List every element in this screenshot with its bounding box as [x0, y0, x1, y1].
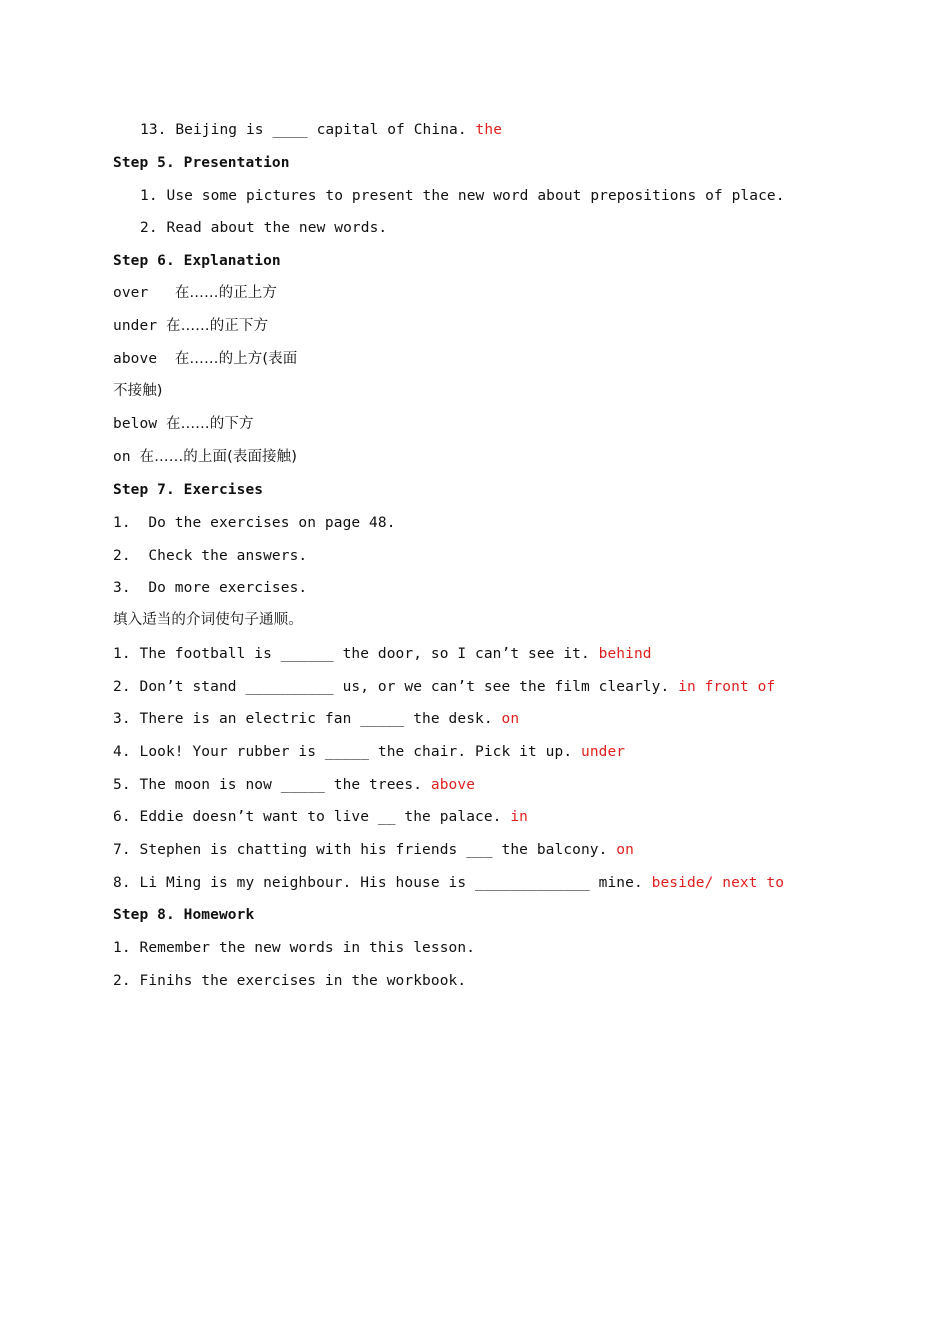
exercise-2 — [113, 675, 775, 699]
answer-text: on — [501, 711, 520, 727]
explanation-meaning: 在……的上方(表面 — [174, 351, 298, 367]
question-13 — [140, 118, 502, 142]
answer-text: in — [510, 809, 529, 825]
explanation-below — [113, 412, 254, 436]
exercise-text: 2. Don’t stand __________ us, or we can’t see the film clearly. — [113, 679, 679, 695]
explanation-meaning: 在……的下方 — [165, 416, 254, 432]
exercise-text: 3. There is an electric fan _____ the desk. — [113, 711, 502, 727]
exercise-text: 5. The moon is now _____ the trees. — [113, 777, 431, 793]
answer-text: beside/ next to — [651, 875, 785, 891]
explanation-on — [113, 445, 297, 469]
exercise-text: 4. Look! Your rubber is _____ the chair. Pick it up. — [113, 744, 581, 760]
step-8-heading: Step 8. Homework — [113, 907, 255, 923]
explanation-meaning: 在……的上面(表面接触) — [139, 449, 298, 465]
exercise-1 — [113, 642, 652, 666]
exercise-text: 1. The football is ______ the door, so I can’t see it. — [113, 646, 599, 662]
step-5-item-2: 2. Read about the new words. — [140, 220, 388, 236]
step-7-heading: Step 7. Exercises — [113, 482, 264, 498]
explanation-above-continued: 不接触) — [113, 383, 163, 399]
step-6-heading: Step 6. Explanation — [113, 253, 281, 269]
exercise-8 — [113, 871, 784, 895]
explanation-word: under — [113, 318, 166, 334]
explanation-word: below — [113, 416, 166, 432]
step-5-item-1: 1. Use some pictures to present the new word about prepositions of place. — [140, 188, 785, 204]
question-text: 13. Beijing is ____ capital of China. — [140, 122, 476, 138]
answer-text: above — [430, 777, 476, 793]
exercise-7 — [113, 838, 634, 862]
answer-text: in front of — [678, 679, 776, 695]
explanation-over — [113, 281, 277, 305]
step-7-item-2: 2. Check the answers. — [113, 548, 308, 564]
explanation-under — [113, 314, 268, 338]
step-8-item-2: 2. Finihs the exercises in the workbook. — [113, 973, 467, 989]
explanation-word: over — [113, 285, 175, 301]
step-7-item-3: 3. Do more exercises. — [113, 580, 308, 596]
answer-text: the — [475, 122, 503, 138]
explanation-meaning: 在……的正上方 — [174, 285, 278, 301]
step-8-item-1: 1. Remember the new words in this lesson. — [113, 940, 476, 956]
answer-text: on — [616, 842, 634, 858]
explanation-word: on — [113, 449, 140, 465]
exercise-text: 8. Li Ming is my neighbour. His house is _____________ mine. — [113, 875, 652, 891]
fill-in-instruction: 填入适当的介词使句子通顺。 — [113, 612, 303, 628]
exercise-6 — [113, 805, 528, 829]
exercise-3 — [113, 707, 519, 731]
step-7-item-1: 1. Do the exercises on page 48. — [113, 515, 396, 531]
answer-text: under — [580, 744, 626, 760]
exercise-text: 7. Stephen is chatting with his friends ___ the balcony. — [113, 842, 617, 858]
answer-text: behind — [598, 646, 652, 662]
explanation-word: above — [113, 351, 175, 367]
exercise-4 — [113, 740, 625, 764]
explanation-above — [113, 347, 297, 371]
exercise-5 — [113, 773, 475, 797]
exercise-text: 6. Eddie doesn’t want to live __ the palace. — [113, 809, 511, 825]
step-5-heading: Step 5. Presentation — [113, 155, 290, 171]
explanation-meaning: 在……的正下方 — [165, 318, 269, 334]
